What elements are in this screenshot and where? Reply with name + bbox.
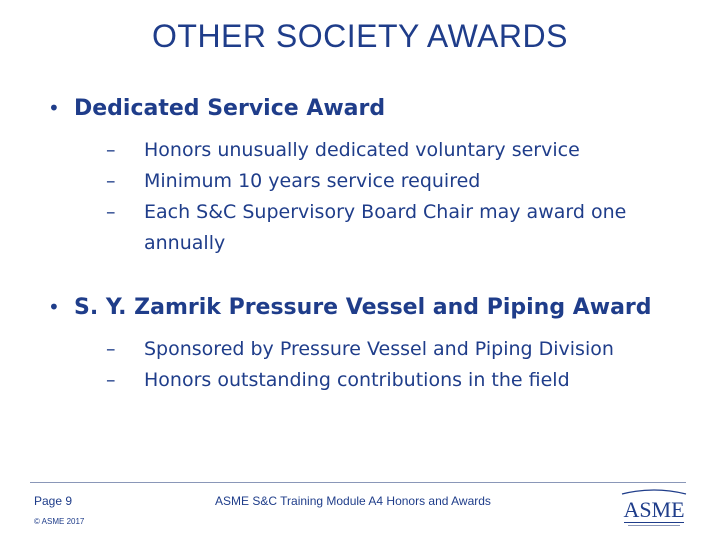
- sub-item-text: Sponsored by Pressure Vessel and Piping Division: [144, 338, 614, 360]
- sub-item-text: Honors unusually dedicated voluntary service: [144, 139, 580, 161]
- sub-list: [106, 135, 708, 259]
- dash-icon: –: [106, 369, 116, 391]
- bullet-label: S. Y. Zamrik Pressure Vessel and Piping Award: [74, 295, 652, 320]
- sub-item-text: Each S&C Supervisory Board Chair may award one annually: [144, 201, 627, 254]
- section-zamrik-award: [48, 295, 708, 396]
- sub-item-text: Honors outstanding contributions in the field: [144, 369, 570, 391]
- footer-title: ASME S&C Training Module A4 Honors and Awards: [215, 494, 491, 508]
- dash-icon: –: [106, 338, 116, 360]
- dash-icon: –: [106, 139, 116, 161]
- copyright-text: © ASME 2017: [34, 517, 85, 526]
- bullet-dot-icon: •: [48, 96, 60, 120]
- sub-item: [106, 135, 708, 166]
- footer-divider: [30, 482, 686, 483]
- section-dedicated-service: [48, 96, 708, 259]
- sub-list: [106, 334, 708, 396]
- asme-logo-icon: [618, 488, 690, 530]
- bullet-item: [48, 96, 708, 121]
- sub-item: [106, 365, 708, 396]
- dash-icon: –: [106, 170, 116, 192]
- sub-item-text: Minimum 10 years service required: [144, 170, 481, 192]
- sub-item: [106, 166, 708, 197]
- logo-text: ASME: [623, 497, 685, 522]
- page-number: Page 9: [34, 494, 73, 508]
- bullet-label: Dedicated Service Award: [74, 96, 386, 121]
- sub-item: [106, 334, 708, 365]
- slide-content: [48, 96, 708, 396]
- slide-title: OTHER SOCIETY AWARDS: [152, 18, 568, 54]
- sub-item: [106, 197, 708, 259]
- dash-icon: –: [106, 201, 116, 223]
- bullet-item: [48, 295, 708, 320]
- bullet-dot-icon: •: [48, 295, 60, 319]
